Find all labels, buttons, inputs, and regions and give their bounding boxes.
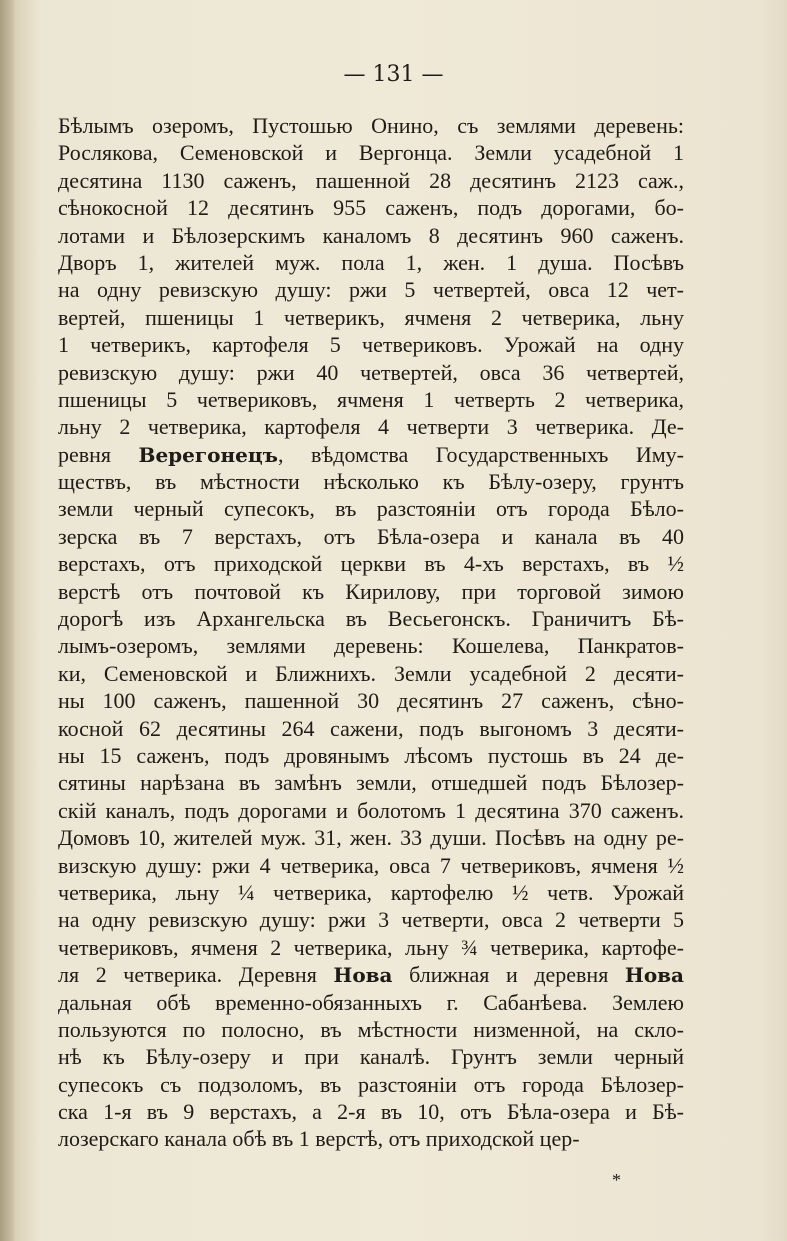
text-segment: ближная и деревня (392, 962, 625, 988)
text-line (58, 331, 684, 358)
text-segment: лымъ-озеромъ, землями деревень: Кошелева, Панкратов- (58, 633, 684, 659)
text-segment: ществъ, въ мѣстности нѣсколько къ Бѣлу-озеру, грунтъ (58, 469, 684, 495)
text-line (58, 989, 684, 1016)
text-line (58, 194, 684, 221)
text-segment: ки, Семеновской и Ближнихъ. Земли усадебной 2 десяти- (58, 660, 684, 686)
text-line (58, 386, 684, 413)
text-line (58, 441, 684, 468)
text-line (58, 550, 684, 577)
text-segment: Домовъ 10, жителей муж. 31, жен. 33 души. Посѣвъ на одну ре- (58, 825, 684, 851)
text-line (58, 304, 684, 331)
text-segment: визскую душу: ржи 4 четверика, овса 7 четвериковъ, ячменя ½ (58, 852, 684, 878)
text-segment: Бѣлымъ озеромъ, Пустошью Онино, съ землями деревень: (58, 113, 684, 138)
text-line (58, 687, 684, 714)
text-line (58, 605, 684, 632)
signature-mark: * (612, 1170, 621, 1190)
text-line (58, 742, 684, 769)
text-line (58, 276, 684, 303)
bold-village-name: Нова (333, 963, 393, 988)
text-segment: ска 1-я въ 9 верстахъ, а 2-я въ 10, отъ Бѣла-озера и Бѣ- (58, 1099, 684, 1125)
text-segment: льну 2 четверика, картофеля 4 четверти 3 четверика. Де- (58, 414, 684, 440)
text-line (58, 413, 684, 440)
bold-village-name: Нова (624, 963, 685, 988)
page-number: — 131 — (343, 62, 444, 87)
text-line (58, 934, 684, 961)
text-segment: сятины нарѣзана въ замѣнъ земли, отшедшей подъ Бѣлозер- (58, 770, 684, 796)
text-line (58, 167, 684, 194)
text-line (58, 1016, 684, 1043)
text-segment: дальная обѣ временно-обязанныхъ г. Сабанѣева. Землею (58, 989, 684, 1015)
text-line (58, 660, 684, 687)
text-segment: четвериковъ, ячменя 2 четверика, льну ¾ четверика, картофе- (58, 934, 684, 960)
text-segment: ля 2 четверика. Деревня (58, 962, 334, 988)
text-segment: Дворъ 1, жителей муж. пола 1, жен. 1 душа. Посѣвъ (58, 249, 684, 275)
text-line (58, 139, 684, 166)
text-line (58, 769, 684, 796)
text-line (58, 495, 684, 522)
text-segment: ны 15 саженъ, подъ дровянымъ лѣсомъ пустошь въ 24 де- (58, 742, 684, 768)
body-text (58, 112, 684, 1153)
text-segment: вертей, пшеницы 1 четверикъ, ячменя 2 четверика, льну (58, 304, 684, 330)
text-segment: лотами и Бѣлозерскимъ каналомъ 8 десятинъ 960 саженъ. (58, 222, 684, 248)
text-segment: косной 62 десятины 264 сажени, подъ выгономъ 3 десяти- (58, 715, 684, 741)
text-line (58, 632, 684, 659)
text-line (58, 1125, 684, 1152)
text-segment: четверика, льну ¼ четверика, картофелю ½ четв. Урожай (58, 879, 684, 905)
text-line (58, 578, 684, 605)
page-spine-shadow (0, 0, 14, 1241)
text-segment: ревизскую душу: ржи 40 четвертей, овса 36 четвертей, (58, 359, 684, 385)
text-line (58, 468, 684, 495)
text-line (58, 906, 684, 933)
text-line (58, 852, 684, 879)
text-line (58, 879, 684, 906)
text-line (58, 961, 684, 988)
text-segment: ны 100 саженъ, пашенной 30 десятинъ 27 саженъ, сѣно- (58, 688, 684, 714)
text-segment: пользуются по полосно, въ мѣстности низменной, на скло- (58, 1016, 684, 1042)
text-line (58, 112, 684, 139)
text-segment: пшеницы 5 четвериковъ, ячменя 1 четверть 2 четверика, (58, 386, 684, 412)
text-line (58, 523, 684, 550)
text-segment: десятина 1130 саженъ, пашенной 28 десятинъ 2123 саж., (58, 167, 684, 193)
text-segment: скій каналъ, подъ дорогами и болотомъ 1 десятина 370 саженъ. (58, 797, 684, 823)
text-line (58, 359, 684, 386)
text-line (58, 797, 684, 824)
text-segment: лозерскаго канала обѣ въ 1 верстѣ, отъ приходской цер- (58, 1126, 580, 1152)
text-line (58, 222, 684, 249)
text-line (58, 249, 684, 276)
text-line (58, 1043, 684, 1070)
text-segment: земли черный супесокъ, въ разстояніи отъ города Бѣло- (58, 496, 684, 522)
text-segment: супесокъ съ подзоломъ, въ разстояніи отъ города Бѣлозер- (58, 1071, 684, 1097)
text-segment: зерска въ 7 верстахъ, отъ Бѣла-озера и канала въ 40 (58, 523, 684, 549)
text-segment: на одну ревизскую душу: ржи 3 четверти, овса 2 четверти 5 (58, 907, 684, 933)
text-segment: верстахъ, отъ приходской церкви въ 4-хъ верстахъ, въ ½ (58, 551, 684, 577)
text-line (58, 1071, 684, 1098)
text-segment: , вѣдомства Государственныхъ Иму- (277, 441, 684, 467)
text-segment: 1 четверикъ, картофеля 5 четвериковъ. Урожай на одну (58, 332, 684, 358)
text-segment: на одну ревизскую душу: ржи 5 четвертей, овса 12 чет- (58, 277, 684, 303)
text-segment: Рослякова, Семеновской и Вергонца. Земли усадебной 1 (58, 140, 684, 166)
text-segment: дорогѣ изъ Архангельска въ Весьегонскъ. Граничитъ Бѣ- (58, 606, 684, 632)
text-line (58, 1098, 684, 1125)
bold-village-name: Верегонецъ (138, 442, 278, 467)
text-segment: сѣнокосной 12 десятинъ 955 саженъ, подъ дорогами, бо- (58, 195, 684, 221)
text-segment: нѣ къ Бѣлу-озеру и при каналѣ. Грунтъ земли черный (58, 1044, 684, 1070)
text-line (58, 824, 684, 851)
text-segment: верстѣ отъ почтовой къ Кирилову, при торговой зимою (58, 578, 684, 604)
text-segment: ревня (58, 441, 139, 467)
text-line (58, 715, 684, 742)
